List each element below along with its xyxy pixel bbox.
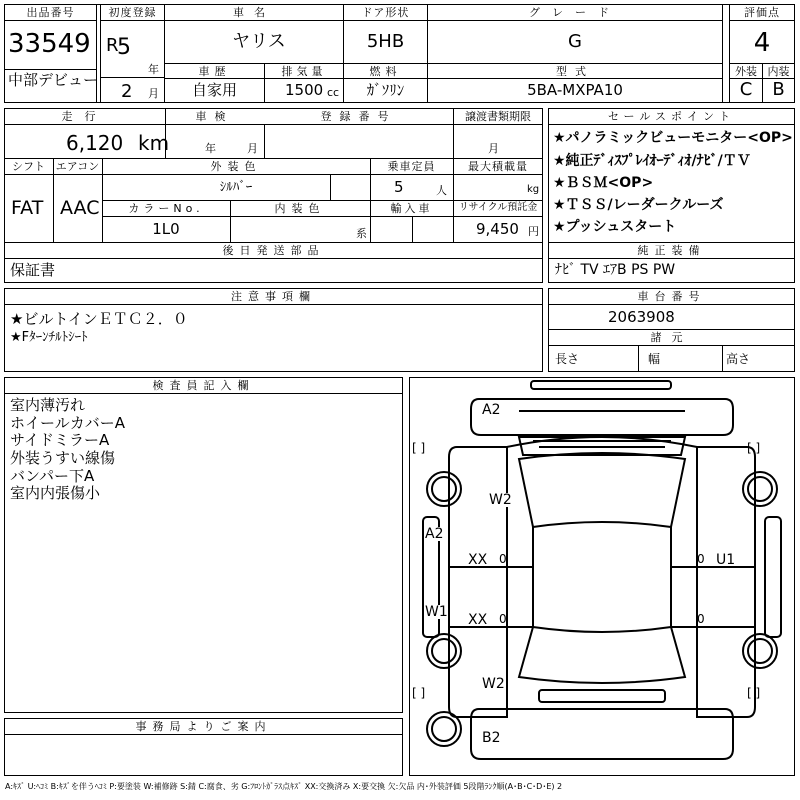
later-parts-label: 後日発送部品	[222, 244, 325, 257]
exterior-grade: C	[739, 79, 753, 100]
import-label: 輸入車	[390, 202, 433, 215]
year-unit: 年	[148, 63, 159, 76]
year-number: 5	[117, 35, 131, 60]
door-label: ドア形状	[361, 6, 410, 19]
load-unit: kg	[527, 184, 540, 195]
interior-label: 内装	[767, 65, 790, 78]
fuel: ｶﾞｿﾘﾝ	[366, 81, 405, 99]
model: 5BA-MXPA10	[527, 81, 623, 99]
mileage-label: 走行	[61, 110, 108, 123]
recycle: 9,450	[476, 220, 519, 238]
zero-mark: 0	[697, 552, 705, 566]
fuel-label: 燃料	[369, 65, 402, 78]
debut-label: 中部デビュー	[8, 71, 99, 89]
ac: AAC	[60, 197, 100, 219]
transfer-label: 譲渡書類期限	[465, 110, 531, 123]
bracket-left-lower: [ ]	[412, 686, 426, 700]
interior-grade: B	[772, 79, 785, 100]
mileage-unit: km	[138, 131, 170, 155]
mileage: 6,120	[66, 131, 124, 155]
zero-mark: 0	[697, 612, 705, 626]
transfer-month-unit: 月	[488, 142, 499, 155]
selling-points-label: セールスポイント	[607, 110, 735, 123]
inspector-label: 検査員記入欄	[152, 379, 255, 392]
length-label: 長さ	[555, 352, 580, 366]
inspector-line: ホイールカバーA	[10, 414, 125, 432]
shift: FAT	[11, 197, 44, 219]
damage-mark-front-wheel: W2	[489, 492, 512, 508]
cc-unit: cc	[327, 86, 340, 99]
selling-point-item: ★ＢＳＭ<OP>	[553, 175, 654, 191]
damage-mark-rear-bumper: B2	[482, 730, 501, 746]
exterior-label: 外装	[735, 65, 757, 78]
capacity: 5	[394, 178, 404, 196]
width-label: 幅	[648, 352, 661, 366]
inspection-month-unit: 月	[247, 142, 258, 155]
displacement-label: 排気量	[281, 65, 327, 78]
damage-mark-mirror: A2	[425, 526, 444, 542]
damage-mark-rear-wheel: W2	[482, 676, 505, 692]
ac-label: エアコン	[55, 160, 100, 173]
inspector-line: 室内内張傷小	[10, 484, 101, 502]
inspector-line: 外装うすい線傷	[10, 449, 116, 467]
damage-mark-front-door: XX	[468, 552, 488, 568]
capacity-label: 乗車定員	[387, 160, 436, 173]
car-name-label: 車名	[233, 6, 275, 19]
era: R	[106, 35, 119, 56]
score: 4	[753, 28, 771, 58]
lot-label: 出品番号	[26, 6, 75, 19]
selling-point-item: ★プッシュスタート	[553, 219, 677, 235]
bracket-left: [ ]	[412, 441, 426, 455]
office-label: 事務局よりご案内	[135, 720, 272, 733]
car-name: ヤリス	[232, 31, 286, 52]
later-parts-value: 保証書	[10, 261, 56, 279]
note-item: ★ビルトインＥＴＣ２．０	[10, 310, 188, 328]
lot-number: 33549	[8, 29, 91, 59]
inspector-line: 室内薄汚れ	[10, 396, 86, 414]
damage-mark-rocker: W1	[425, 604, 448, 620]
grade-label: グレード	[529, 6, 621, 19]
zero-mark: 0	[499, 612, 507, 626]
selling-point-item: ★純正ﾃﾞｨｽﾌﾟﾚｲｵｰﾃﾞｨｵ/ﾅﾋﾞ/ＴＶ	[553, 153, 751, 169]
inspection-label: 車検	[195, 110, 234, 123]
zero-mark: 0	[499, 552, 507, 566]
chassis-label: 車台番号	[637, 290, 706, 303]
ext-color: ｼﾙﾊﾞｰ	[219, 180, 253, 195]
reg-no-label: 登録番号	[320, 110, 397, 123]
capacity-unit: 人	[436, 184, 447, 197]
int-color-label: 内装色	[274, 202, 326, 215]
bracket-right-lower: [ ]	[747, 686, 761, 700]
displacement: 1500	[285, 81, 324, 99]
selling-point-item: ★ＴＳＳ/レーダークルーズ	[553, 197, 724, 213]
notes-label: 注意事項欄	[231, 290, 316, 303]
month-number: 2	[121, 81, 133, 102]
int-color-unit: 系	[356, 227, 367, 240]
score-label: 評価点	[744, 6, 780, 19]
shift-label: シフト	[12, 160, 45, 173]
inspection-year-unit: 年	[205, 142, 216, 155]
bracket-right: [ ]	[747, 441, 761, 455]
color-no-label: カラーNo.	[128, 202, 204, 215]
legend: A:ｷｽﾞ U:ﾍｺﾐ B:ｷｽﾞを伴うﾍｺﾐ P:要塗装 W:補修跡 S:錆 C:腐食、劣 G:ﾌﾛﾝﾄｶﾞﾗｽ点ｷｽﾞ XX:交換済み X:要交換 欠:欠品 内･外装評価 5段階ﾗﾝｸ順(A･B･C･D･E) 2	[5, 782, 563, 791]
first-reg-label: 初度登録	[108, 6, 157, 19]
genuine-label: 純正装備	[637, 244, 706, 257]
month-unit: 月	[148, 87, 159, 100]
damage-mark-right-door: U1	[716, 552, 736, 568]
recycle-label: リサイクル預託金	[458, 202, 538, 213]
damage-mark-front-bumper: A2	[482, 402, 501, 418]
color-no: 1L0	[152, 220, 180, 238]
door: 5HB	[366, 31, 405, 52]
note-item: ★Fﾀｰﾝﾁﾙﾄｼｰﾄ	[10, 330, 88, 345]
grade: G	[568, 31, 582, 52]
history-label: 車歴	[198, 65, 231, 78]
damage-mark-rear-door: XX	[468, 612, 488, 628]
inspector-line: バンパー下A	[10, 467, 95, 485]
model-label: 型式	[556, 65, 594, 78]
genuine-value: ﾅﾋﾞ TV ｴｱB PS PW	[555, 262, 676, 278]
selling-point-item: ★パノラミックビューモニター<OP>	[553, 130, 793, 146]
dims-label: 諸元	[650, 331, 693, 344]
ext-color-label: 外装色	[210, 160, 262, 173]
load-label: 最大積載量	[468, 160, 528, 173]
chassis-number: 2063908	[608, 308, 675, 326]
history: 自家用	[191, 81, 237, 99]
car-diagram-svg	[409, 377, 795, 776]
height-label: 高さ	[726, 352, 751, 366]
inspector-line: サイドミラーA	[10, 431, 110, 449]
recycle-unit: 円	[528, 225, 539, 238]
